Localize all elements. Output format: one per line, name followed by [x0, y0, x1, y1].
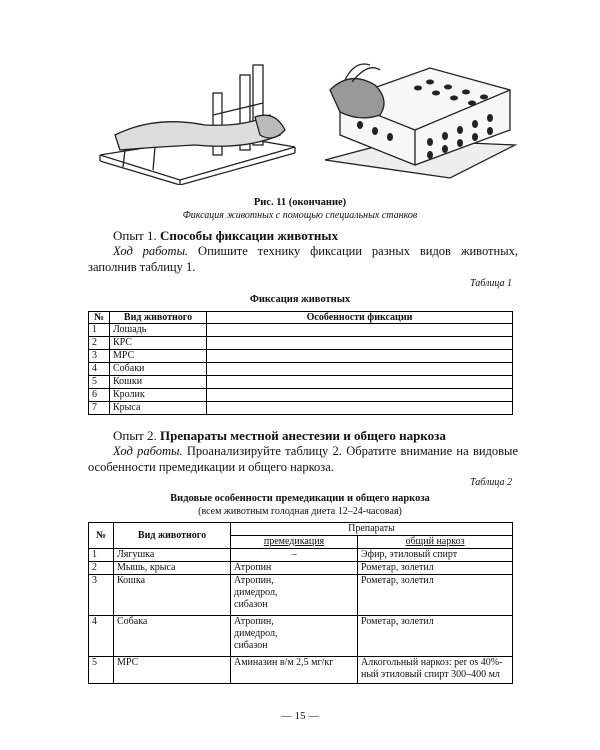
table2-header-row-1	[89, 523, 513, 536]
exp2-task-text: Проанализируйте таблицу 2. Обратите внимание на видовые особенности премедикации и общего наркоза.	[88, 444, 518, 474]
table2-cell-animal: Лягушка	[114, 549, 231, 562]
table1-number: Таблица 1	[470, 278, 512, 289]
table1-cell-notes[interactable]	[207, 324, 513, 337]
figure-stall-illustration	[95, 55, 300, 185]
table2-cell-n: 1	[89, 549, 114, 562]
exp1-task-label: Ход работы.	[113, 244, 189, 258]
table2	[88, 522, 513, 684]
table1-cell-n: 3	[89, 350, 110, 363]
table2-header-n: №	[89, 523, 114, 549]
table2-header-premed: премедикация	[231, 536, 358, 549]
page-number: — 15 —	[280, 710, 320, 722]
table2-cell-general: Эфир, этиловый спирт	[358, 549, 513, 562]
table1-cell-animal: Крыса	[110, 402, 207, 415]
table-row	[89, 549, 513, 562]
table2-cell-n: 4	[89, 616, 114, 657]
table1-cell-n: 6	[89, 389, 110, 402]
table1-cell-n: 7	[89, 402, 110, 415]
figure-rabbit-box-illustration	[320, 60, 520, 185]
table2-header-animal: Вид животного	[114, 523, 231, 549]
table2-title: Видовые особенности премедикации и общего наркоза	[170, 493, 430, 504]
exp2-heading-title: Препараты местной анестезии и общего наркоза	[160, 428, 446, 443]
table-row	[89, 350, 513, 363]
table1-cell-notes[interactable]	[207, 389, 513, 402]
exp2-task-label: Ход работы.	[113, 444, 183, 458]
table2-cell-animal: Кошка	[114, 575, 231, 616]
premed-line: Атропин,	[234, 575, 274, 586]
table2-number: Таблица 2	[470, 477, 512, 488]
table2-header-general: общий наркоз	[358, 536, 513, 549]
premed-line: димедрол,	[234, 587, 278, 598]
figure-caption-subtitle: Фиксация животных с помощью специальных станков	[182, 210, 418, 221]
table2-cell-premed: Атропин	[231, 562, 358, 575]
table1-cell-animal: Кролик	[110, 389, 207, 402]
table1-header-n: №	[89, 312, 110, 324]
table-row	[89, 575, 513, 616]
table2-cell-premed: –	[231, 549, 358, 562]
table1-cell-animal: КРС	[110, 337, 207, 350]
exp1-task-text: Опишите технику фиксации разных видов животных, заполнив таблицу 1.	[88, 244, 518, 274]
table1-cell-animal: Кошки	[110, 376, 207, 389]
exp2-task	[88, 443, 518, 475]
table1-cell-notes[interactable]	[207, 363, 513, 376]
table1-cell-animal: МРС	[110, 350, 207, 363]
table2-cell-n: 5	[89, 657, 114, 684]
table1-cell-notes[interactable]	[207, 337, 513, 350]
table2-header-drugs: Препараты	[231, 523, 513, 536]
exp1-heading	[113, 228, 338, 244]
premed-line: Атропин,	[234, 616, 274, 627]
table2-cell-animal: МРС	[114, 657, 231, 684]
premed-line: сибазон	[234, 640, 268, 651]
table1-cell-notes[interactable]	[207, 350, 513, 363]
table-row	[89, 337, 513, 350]
table2-cell-n: 3	[89, 575, 114, 616]
premed-line: димедрол,	[234, 628, 278, 639]
table1-cell-animal: Собаки	[110, 363, 207, 376]
table-row	[89, 376, 513, 389]
table2-cell-premed: Аминазин в/м 2,5 мг/кг	[231, 657, 358, 684]
exp2-heading-prefix: Опыт 2.	[113, 428, 157, 443]
table1-cell-n: 1	[89, 324, 110, 337]
table2-cell-general: Рометар, золетил	[358, 616, 513, 657]
exp1-task	[88, 243, 518, 275]
figure-caption-title: Рис. 11 (окончание)	[253, 197, 347, 208]
table-row	[89, 562, 513, 575]
table1-cell-notes[interactable]	[207, 376, 513, 389]
table-row	[89, 389, 513, 402]
exp1-heading-title: Способы фиксации животных	[160, 228, 339, 243]
table-row	[89, 616, 513, 657]
table1-cell-n: 4	[89, 363, 110, 376]
table-row	[89, 324, 513, 337]
table1-cell-notes[interactable]	[207, 402, 513, 415]
table1-title: Фиксация животных	[249, 294, 351, 305]
table1-cell-animal: Лошадь	[110, 324, 207, 337]
general-line: ный этиловый спирт 300–400 мл	[361, 669, 500, 680]
exp1-heading-prefix: Опыт 1.	[113, 228, 157, 243]
table1-cell-n: 2	[89, 337, 110, 350]
table1-header-animal: Вид животного	[110, 312, 207, 324]
table2-cell-animal: Мышь, крыса	[114, 562, 231, 575]
table2-cell-general	[358, 657, 513, 684]
table2-cell-premed	[231, 575, 358, 616]
table-row	[89, 402, 513, 415]
table2-cell-animal: Собака	[114, 616, 231, 657]
table2-cell-general: Рометар, золетил	[358, 562, 513, 575]
table1	[88, 311, 513, 415]
table1-header-row	[89, 312, 513, 324]
table-row	[89, 363, 513, 376]
table2-cell-n: 2	[89, 562, 114, 575]
table2-cell-general: Рометар, золетил	[358, 575, 513, 616]
table-row	[89, 657, 513, 684]
table1-cell-n: 5	[89, 376, 110, 389]
general-line: Алкогольный наркоз: per os 40%-	[361, 657, 503, 668]
table2-subtitle: (всем животным голодная диета 12–24-часовая)	[198, 506, 402, 517]
table2-cell-premed	[231, 616, 358, 657]
exp2-heading	[113, 428, 446, 444]
table1-header-notes: Особенности фиксации	[207, 312, 513, 324]
premed-line: сибазон	[234, 599, 268, 610]
